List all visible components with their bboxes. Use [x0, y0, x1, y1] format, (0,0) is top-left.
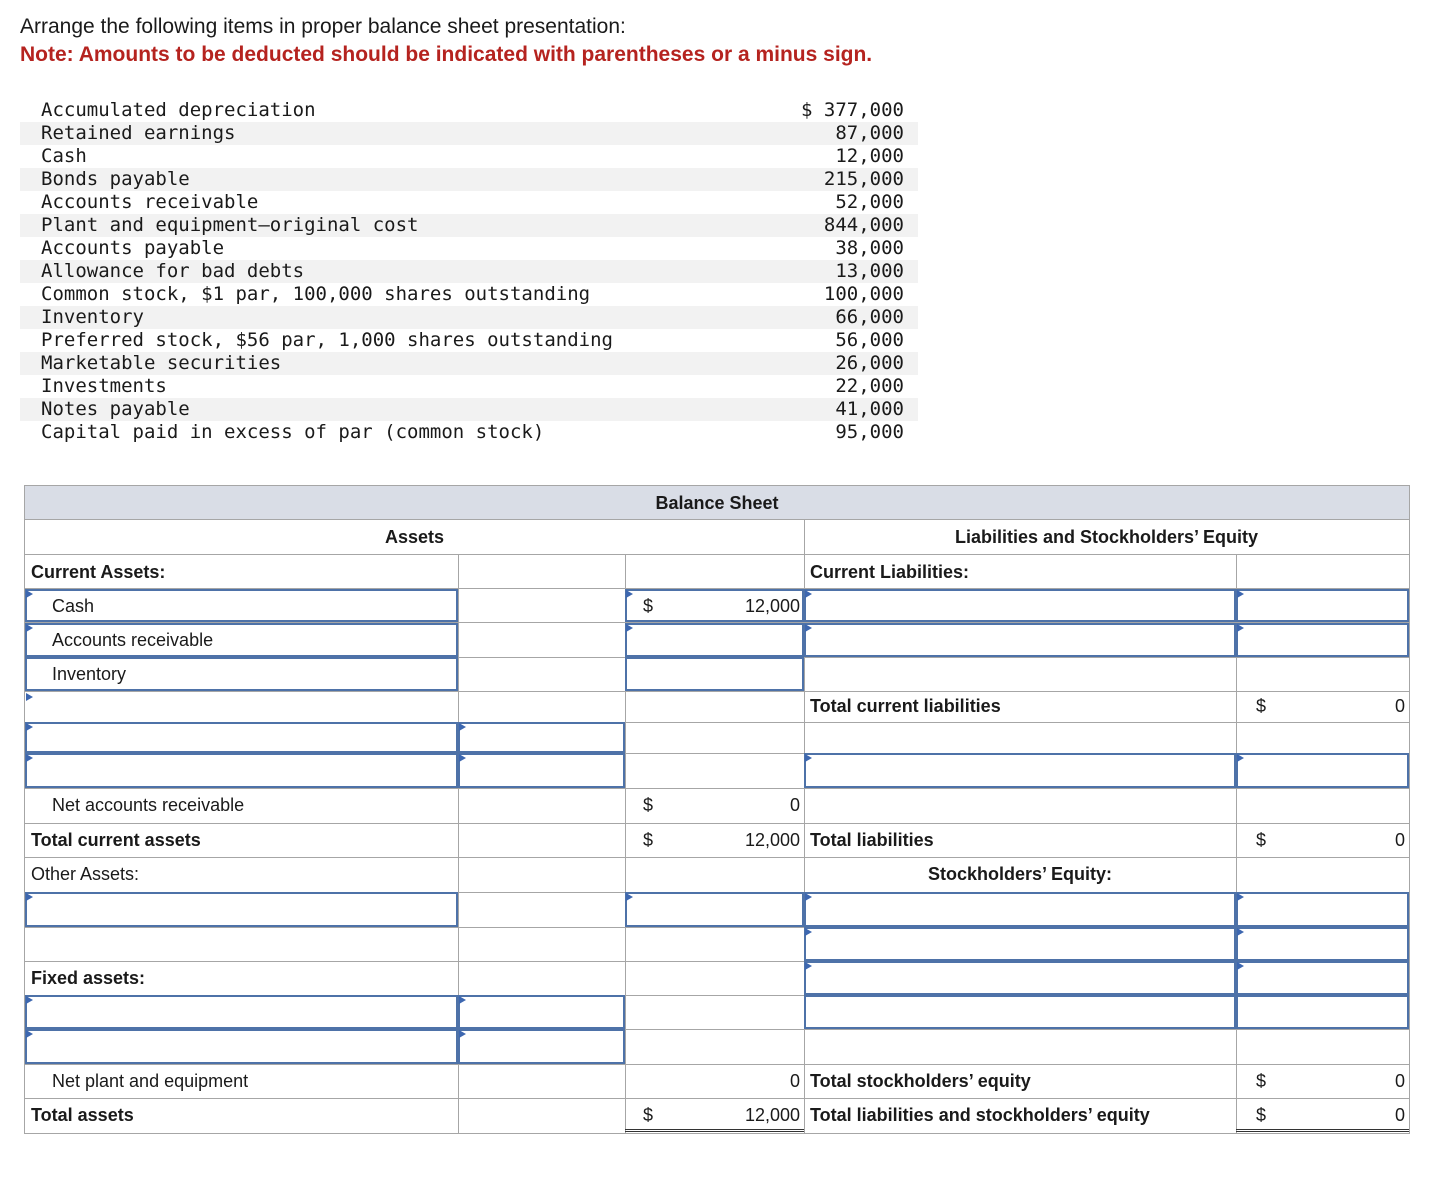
item-label: Marketable securities — [41, 352, 282, 374]
item-amount: 95,000 — [835, 421, 904, 443]
other-asset-amount-input[interactable] — [625, 892, 804, 927]
total-liabilities-label: Total liabilities — [810, 830, 934, 850]
item-amount: 41,000 — [835, 398, 904, 420]
item-amount: 13,000 — [835, 260, 904, 282]
item-amount: 22,000 — [835, 375, 904, 397]
equity-amount-input[interactable] — [1236, 892, 1409, 927]
balance-sheet-table — [24, 485, 1410, 1134]
item-label: Accounts payable — [41, 237, 225, 259]
equity-amount-input[interactable] — [1236, 961, 1409, 995]
dollar-sign: $ — [643, 596, 654, 616]
total-stockholders-equity-value: 0 — [1394, 1071, 1405, 1091]
dollar-sign: $ — [643, 1105, 654, 1125]
asset-amount-input[interactable] — [625, 623, 804, 657]
total-liabilities-equity-value: 0 — [1394, 1105, 1405, 1125]
fixed-asset-input[interactable] — [25, 995, 458, 1029]
list-item — [20, 237, 918, 260]
liability-line-input[interactable] — [804, 623, 1236, 657]
equity-amount-input[interactable] — [1236, 995, 1409, 1029]
item-label: Common stock, $1 par, 100,000 shares outstanding — [41, 283, 591, 305]
total-assets-value: 12,000 — [744, 1105, 800, 1125]
asset-subamount-input[interactable] — [458, 753, 625, 788]
total-current-assets-value: 12,000 — [744, 830, 800, 850]
item-label: Accumulated depreciation — [41, 99, 316, 121]
dollar-sign: $ — [1256, 696, 1267, 716]
equity-line-input[interactable] — [804, 961, 1236, 995]
total-current-assets-label: Total current assets — [31, 830, 201, 850]
equity-line-input[interactable] — [804, 892, 1236, 927]
instructions-note: Note: Amounts to be deducted should be indicated with parentheses or a minus sign. — [20, 43, 873, 66]
instructions-text: Arrange the following items in proper balance sheet presentation: — [20, 15, 626, 38]
stockholders-equity-label: Stockholders’ Equity: — [927, 864, 1113, 884]
item-amount: 52,000 — [835, 191, 904, 213]
item-amount: 87,000 — [835, 122, 904, 144]
fixed-asset-amount-input[interactable] — [458, 995, 625, 1029]
equity-line-input[interactable] — [804, 995, 1236, 1029]
item-label: Investments — [41, 375, 167, 397]
equity-amount-input[interactable] — [1236, 927, 1409, 961]
item-amount: 66,000 — [835, 306, 904, 328]
net-plant-label: Net plant and equipment — [52, 1071, 249, 1091]
asset-line-input[interactable] — [25, 722, 458, 753]
liability-amount-input[interactable] — [1236, 589, 1409, 622]
item-label: Bonds payable — [41, 168, 190, 190]
total-liabilities-value: 0 — [1394, 830, 1405, 850]
asset-line-input[interactable] — [25, 753, 458, 788]
other-asset-input[interactable] — [25, 892, 458, 927]
list-item — [20, 145, 918, 168]
liability-amount-input[interactable] — [1236, 623, 1409, 657]
item-amount: 100,000 — [823, 283, 904, 305]
liability-amount-input[interactable] — [1236, 753, 1409, 788]
item-label: Allowance for bad debts — [41, 260, 305, 282]
dollar-sign: $ — [1256, 1071, 1267, 1091]
total-stockholders-equity-label: Total stockholders’ equity — [810, 1071, 1031, 1091]
list-item — [20, 283, 918, 306]
fixed-asset-input[interactable] — [25, 1029, 458, 1064]
item-amount: 56,000 — [835, 329, 904, 351]
item-label: Plant and equipment—original cost — [41, 214, 419, 236]
current-assets-label: Current Assets: — [31, 562, 166, 582]
fixed-asset-amount-input[interactable] — [458, 1029, 625, 1064]
dollar-sign: $ — [643, 795, 654, 815]
list-item — [20, 352, 918, 375]
item-amount: 12,000 — [835, 145, 904, 167]
list-item — [20, 329, 918, 352]
asset-subamount-input[interactable] — [458, 722, 625, 753]
total-current-liabilities-label: Total current liabilities — [810, 696, 1001, 716]
dollar-sign: $ — [643, 830, 654, 850]
liabilities-equity-header: Liabilities and Stockholders’ Equity — [954, 527, 1259, 547]
accounts-receivable-label: Accounts receivable — [52, 630, 214, 650]
item-label: Retained earnings — [41, 122, 236, 144]
list-item — [20, 214, 918, 237]
list-item — [20, 260, 918, 283]
equity-line-input[interactable] — [804, 927, 1236, 961]
fixed-assets-label: Fixed assets: — [31, 968, 146, 988]
liability-line-input[interactable] — [804, 589, 1236, 622]
total-liabilities-equity-label: Total liabilities and stockholders’ equity — [810, 1105, 1150, 1125]
item-amount: 26,000 — [835, 352, 904, 374]
cash-label: Cash — [52, 596, 95, 616]
net-accounts-receivable-value: 0 — [789, 795, 800, 815]
list-item — [20, 375, 918, 398]
list-item — [20, 191, 918, 214]
current-liabilities-label: Current Liabilities: — [810, 562, 970, 582]
liability-line-input[interactable] — [804, 753, 1236, 788]
item-label: Preferred stock, $56 par, 1,000 shares outstanding — [41, 329, 613, 351]
dollar-sign: $ — [1256, 830, 1267, 850]
item-label: Inventory — [41, 306, 144, 328]
item-amount: $ 377,000 — [801, 99, 904, 121]
cash-amount-value: 12,000 — [744, 596, 800, 616]
list-item — [20, 168, 918, 191]
net-accounts-receivable-label: Net accounts receivable — [52, 795, 245, 815]
item-amount: 844,000 — [823, 214, 904, 236]
item-label: Accounts receivable — [41, 191, 259, 213]
item-amount: 38,000 — [835, 237, 904, 259]
list-item — [20, 421, 918, 444]
other-assets-label: Other Assets: — [31, 864, 140, 884]
balance-sheet-title: Balance Sheet — [25, 486, 1409, 520]
inventory-label: Inventory — [52, 664, 127, 684]
net-plant-value: 0 — [789, 1071, 800, 1091]
item-label: Capital paid in excess of par (common stock) — [41, 421, 545, 443]
total-assets-label: Total assets — [31, 1105, 134, 1125]
asset-amount-input[interactable] — [625, 657, 804, 691]
total-current-liabilities-value: 0 — [1394, 696, 1405, 716]
list-item — [20, 306, 918, 329]
list-item — [20, 122, 918, 145]
item-label: Cash — [41, 145, 87, 167]
assets-header: Assets — [384, 527, 445, 547]
given-items-list — [20, 99, 918, 444]
item-label: Notes payable — [41, 398, 190, 420]
item-amount: 215,000 — [823, 168, 904, 190]
list-item — [20, 99, 918, 122]
dollar-sign: $ — [1256, 1105, 1267, 1125]
list-item — [20, 398, 918, 421]
